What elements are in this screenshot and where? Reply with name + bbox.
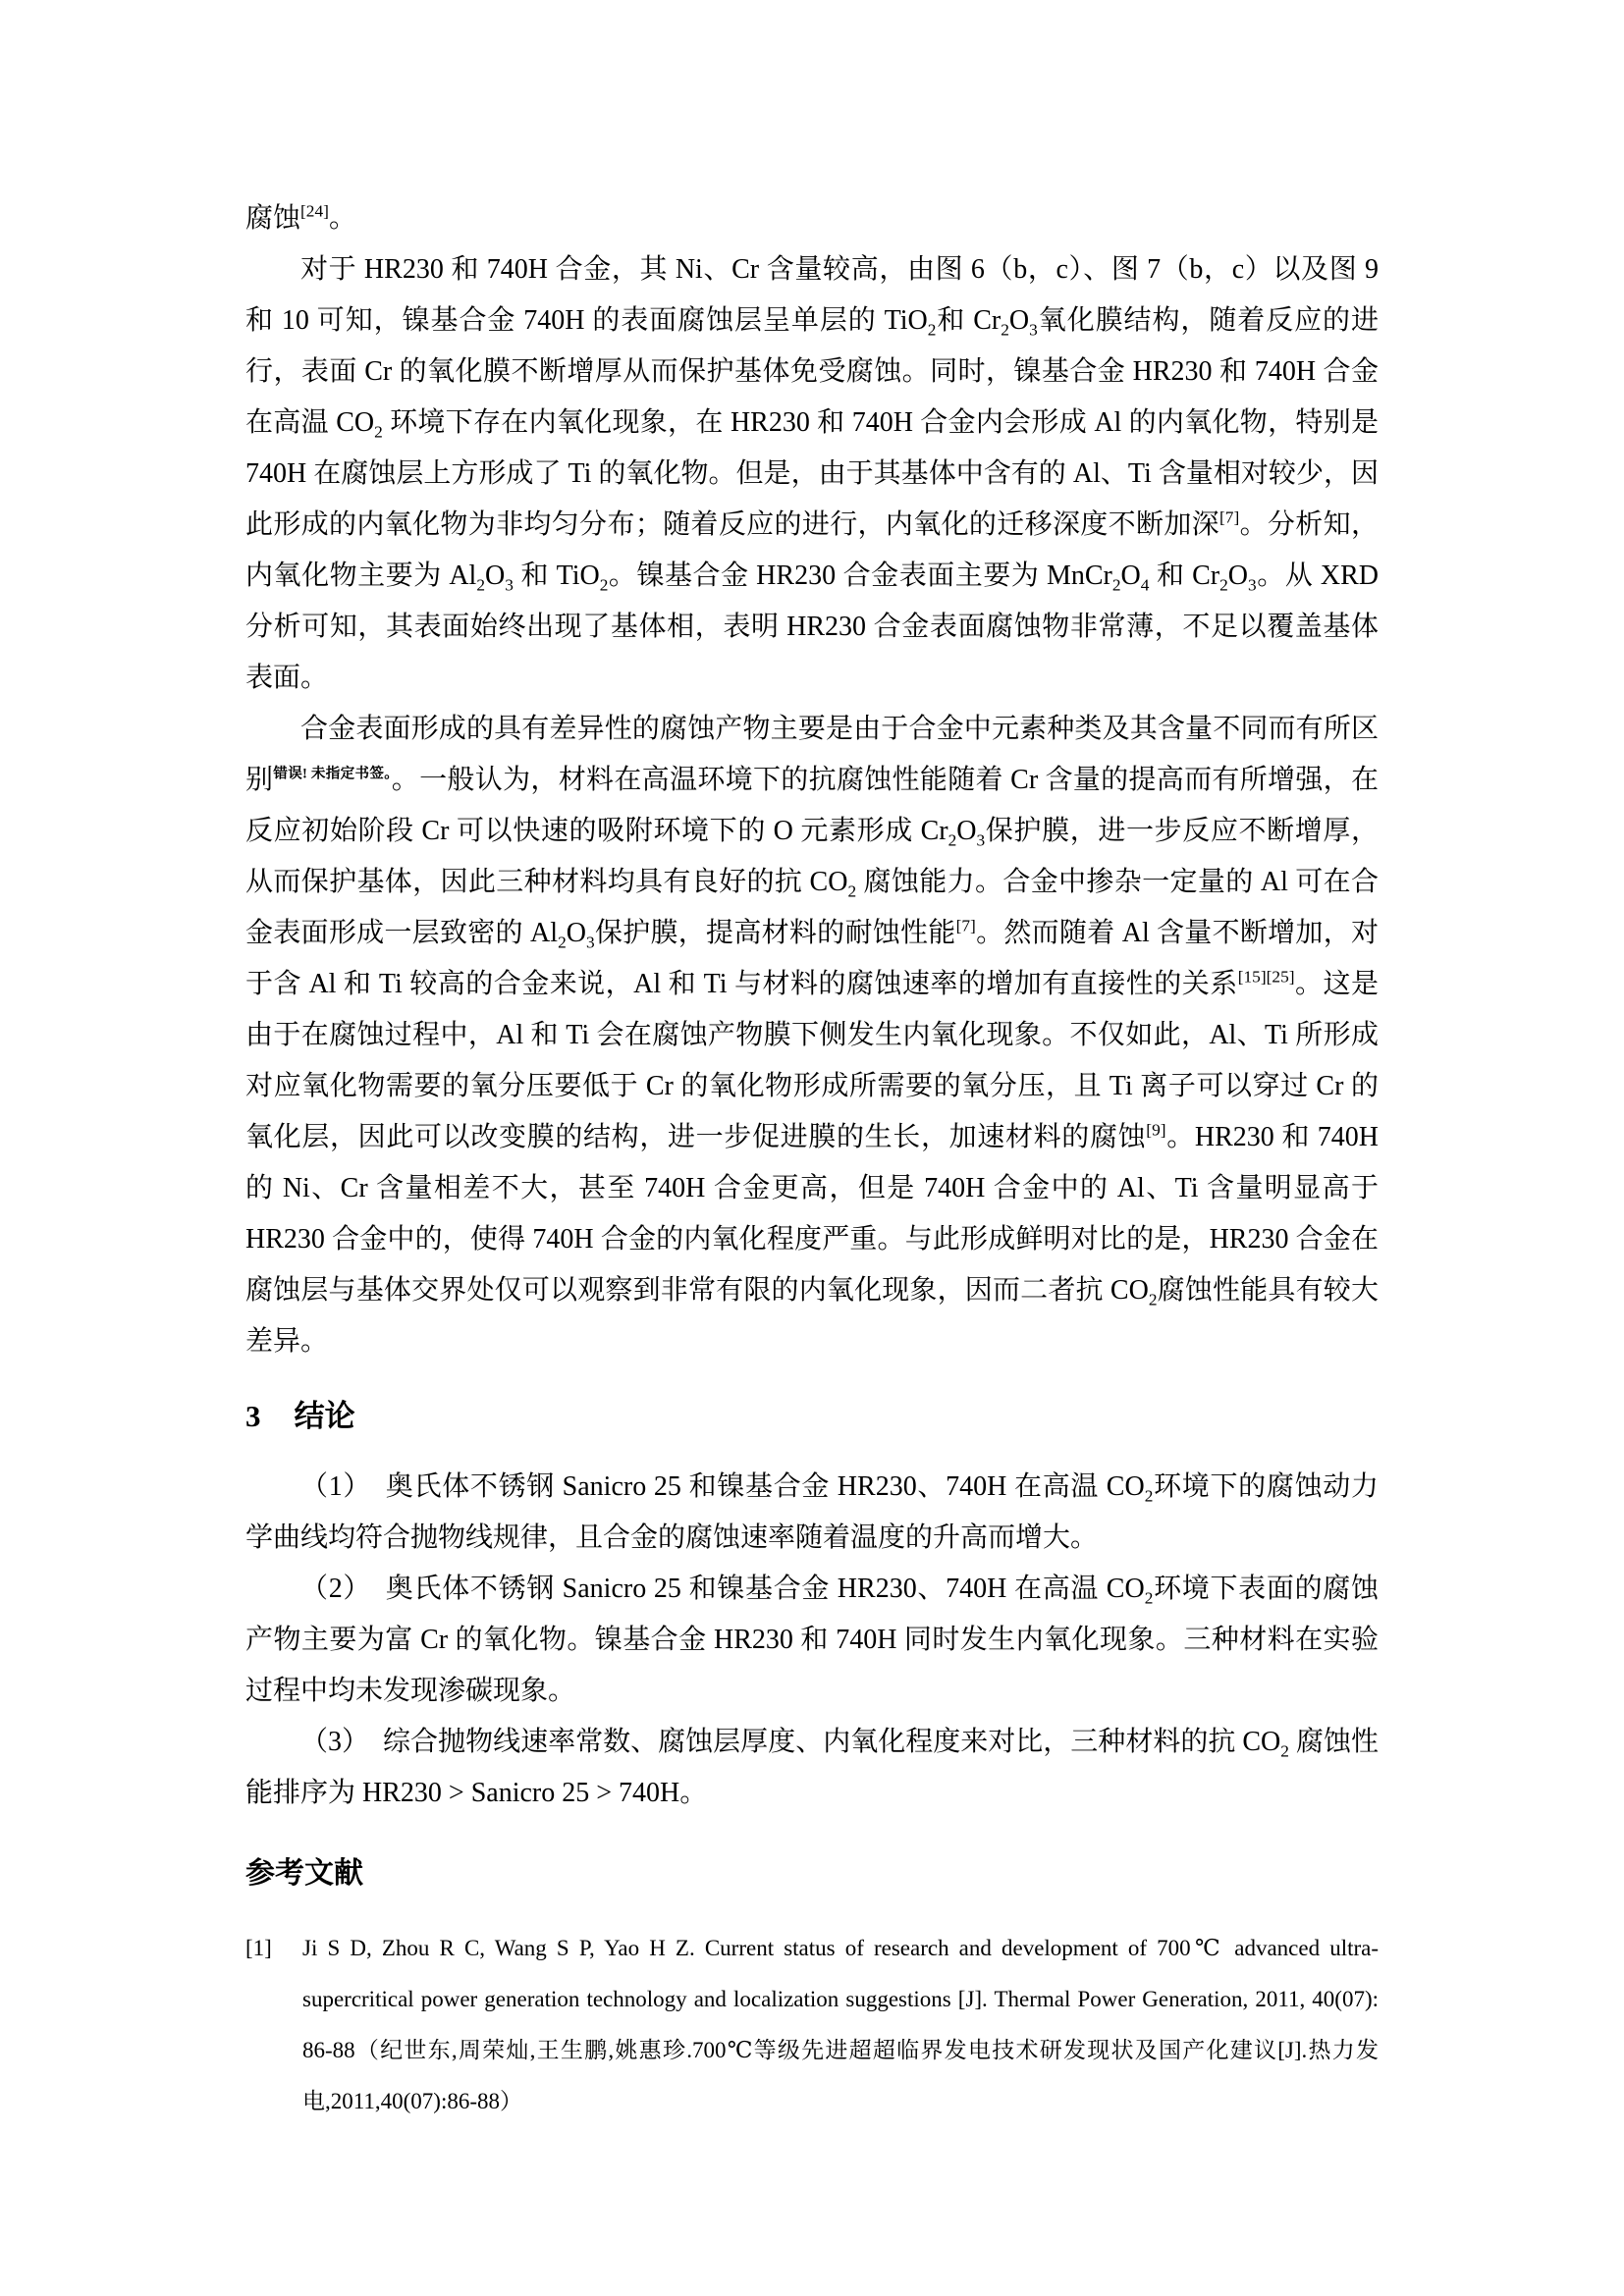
subscript: 2 xyxy=(847,881,857,901)
text-run: 环境下的腐蚀动力学曲线均符合抛物线规律，且合金的腐蚀速率随着温度的升高而增大。 xyxy=(245,1471,1379,1553)
text-run: 腐蚀性能具有较大差异。 xyxy=(245,1275,1379,1357)
conclusion-item xyxy=(245,1564,1379,1717)
subscript: 3 xyxy=(976,830,986,850)
superscript-citation: 错误! 未指定书签。 xyxy=(273,766,392,782)
body-paragraph xyxy=(245,704,1379,1367)
text-run: 。这是由于在腐蚀过程中，Al 和 Ti 会在腐蚀产物膜下侧发生内氧化现象。不仅如此，Al、Ti 所形成对应氧化物需要的氧分压要低于 Cr 的氧化物形成所需要的氧分压，且 Ti 离子可以穿过 Cr 的氧化层，因此可以改变膜的结构，进一步促进膜的生长，加速材料的腐蚀 xyxy=(245,969,1379,1152)
text-run: 和 Cr xyxy=(936,305,1001,336)
subscript: 2 xyxy=(947,830,957,850)
subscript: 3 xyxy=(505,575,514,595)
superscript-citation: [24] xyxy=(300,201,329,221)
text-run: 。镍基合金 HR230 合金表面主要为 MnCr xyxy=(608,561,1112,591)
subscript: 3 xyxy=(585,933,595,952)
text-run: （1） 奥氏体不锈钢 Sanicro 25 和镍基合金 HR230、740H 在高温 CO xyxy=(300,1471,1145,1502)
text-run: 环境下存在内氧化现象，在 HR230 和 740H 合金内会形成 Al 的内氧化物，特别是 740H 在腐蚀层上方形成了 Ti 的氧化物。但是，由于其基体中含有的 Al、Ti 含量相对较少，因此形成的内氧化物为非均匀分布；随着反应的进行，内氧化的迁移深度不断加深 xyxy=(245,407,1379,540)
text-run: O xyxy=(485,561,506,591)
text-run: 保护膜，进一步反应不断增厚，从而保护基体，因此三种材料均具有良好的抗 CO xyxy=(245,816,1379,897)
subscript: 2 xyxy=(1111,575,1121,595)
text-run: 腐蚀性能排序为 HR230 > Sanicro 25 > 740H。 xyxy=(245,1727,1379,1808)
text-run: 合金表面形成的具有差异性的腐蚀产物主要是由于合金中元素种类及其含量不同而有所区别 xyxy=(245,714,1379,795)
subscript: 2 xyxy=(476,575,486,595)
text-run: 保护膜，提高材料的耐蚀性能 xyxy=(594,918,956,948)
text-run: （2） 奥氏体不锈钢 Sanicro 25 和镍基合金 HR230、740H 在高温 CO xyxy=(300,1574,1145,1604)
reference-item xyxy=(245,1923,1379,2127)
text-run: 腐蚀能力。合金中掺杂一定量的 Al 可在合金表面形成一层致密的 Al xyxy=(245,867,1379,948)
text-run: Ji S D, Zhou R C, Wang S P, Yao H Z. Current status of research and development of 700℃ advanced ultra-supercritical power generation technology and localization suggestions [J]. Thermal Power Generation, 2011, 40(07): 86-88（纪世东,周荣灿,王生鹏,姚惠珍.700℃等级先进超超临界发电技术研发现状及国产化建议[J].热力发电,2011,40(07):86-88） xyxy=(302,1936,1379,2113)
superscript-citation: [9] xyxy=(1146,1120,1166,1140)
subscript: 2 xyxy=(1144,1588,1154,1608)
conclusion-item xyxy=(245,1462,1379,1564)
subscript: 2 xyxy=(558,933,567,952)
text-run: O xyxy=(1227,561,1249,591)
subscript: 3 xyxy=(1029,320,1038,340)
subscript: 2 xyxy=(1280,1741,1289,1761)
body-paragraphs xyxy=(245,193,1379,1367)
text-run: 氧化膜结构，随着反应的进行，表面 Cr 的氧化膜不断增厚从而保护基体免受腐蚀。同时，镍基合金 HR230 和 740H 合金在高温 CO xyxy=(245,305,1379,438)
text-run: 和 TiO xyxy=(513,561,600,591)
text-run: 。从 XRD 分析可知，其表面始终出现了基体相，表明 HR230 合金表面腐蚀物非常薄，不足以覆盖基体表面。 xyxy=(245,561,1379,693)
conclusion-paragraphs xyxy=(245,1462,1379,1819)
superscript-citation: [7] xyxy=(1219,507,1240,527)
superscript-citation: [7] xyxy=(955,916,976,935)
subscript: 2 xyxy=(1219,575,1228,595)
conclusion-heading xyxy=(245,1397,1379,1436)
subscript: 2 xyxy=(599,575,609,595)
text-run: O xyxy=(1120,561,1141,591)
superscript-citation: [15][25] xyxy=(1237,967,1295,987)
conclusion-heading-number: 3 xyxy=(245,1399,261,1433)
conclusion-heading-title: 结论 xyxy=(294,1399,355,1433)
text-run: 。然而随着 Al 含量不断增加，对于含 Al 和 Ti 较高的合金来说，Al 和 Ti 与材料的腐蚀速率的增加有直接性的关系 xyxy=(245,918,1379,999)
subscript: 2 xyxy=(1148,1290,1158,1309)
text-run: 。HR230 和 740H 的 Ni、Cr 含量相差不大，甚至 740H 合金更高，但是 740H 合金中的 Al、Ti 含量明显高于 HR230 合金中的，使得 740H 合金的内氧化程度严重。与此形成鲜明对比的是，HR230 合金在腐蚀层与基体交界处仅可以观察到非常有限的内氧化现象，因而二者抗 CO xyxy=(245,1122,1379,1306)
text-run: 环境下表面的腐蚀产物主要为富 Cr 的氧化物。镍基合金 HR230 和 740H 同时发生内氧化现象。三种材料在实验过程中均未发现渗碳现象。 xyxy=(245,1574,1379,1706)
subscript: 2 xyxy=(927,320,937,340)
text-run: 。一般认为，材料在高温环境下的抗腐蚀性能随着 Cr 含量的提高而有所增强，在反应初始阶段 Cr 可以快速的吸附环境下的 O 元素形成 Cr xyxy=(245,765,1379,846)
subscript: 2 xyxy=(1144,1486,1154,1506)
text-run: 对于 HR230 和 740H 合金，其 Ni、Cr 含量较高，由图 6（b，c）、图 7（b，c）以及图 9 和 10 可知，镍基合金 740H 的表面腐蚀层呈单层的 TiO xyxy=(245,254,1379,336)
body-paragraph xyxy=(245,244,1379,704)
text-run: O xyxy=(956,816,977,846)
references-heading: 参考文献 xyxy=(245,1857,363,1890)
reference-list xyxy=(245,1923,1379,2127)
reference-label: [1] xyxy=(245,1936,272,1960)
subscript: 4 xyxy=(1140,575,1150,595)
subscript: 3 xyxy=(1248,575,1257,595)
text-run: 和 Cr xyxy=(1149,561,1220,591)
text-run: （3） 综合抛物线速率常数、腐蚀层厚度、内氧化程度来对比，三种材料的抗 CO xyxy=(300,1727,1281,1757)
text-run: 。分析知，内氧化物主要为 Al xyxy=(245,509,1379,591)
text-run: 。 xyxy=(328,203,356,234)
subscript: 2 xyxy=(374,422,383,442)
body-paragraph xyxy=(245,193,1379,244)
text-run: O xyxy=(1008,305,1030,336)
conclusion-item xyxy=(245,1717,1379,1819)
text-run: 腐蚀 xyxy=(245,203,301,234)
subscript: 2 xyxy=(1001,320,1009,340)
text-run: O xyxy=(566,918,586,948)
